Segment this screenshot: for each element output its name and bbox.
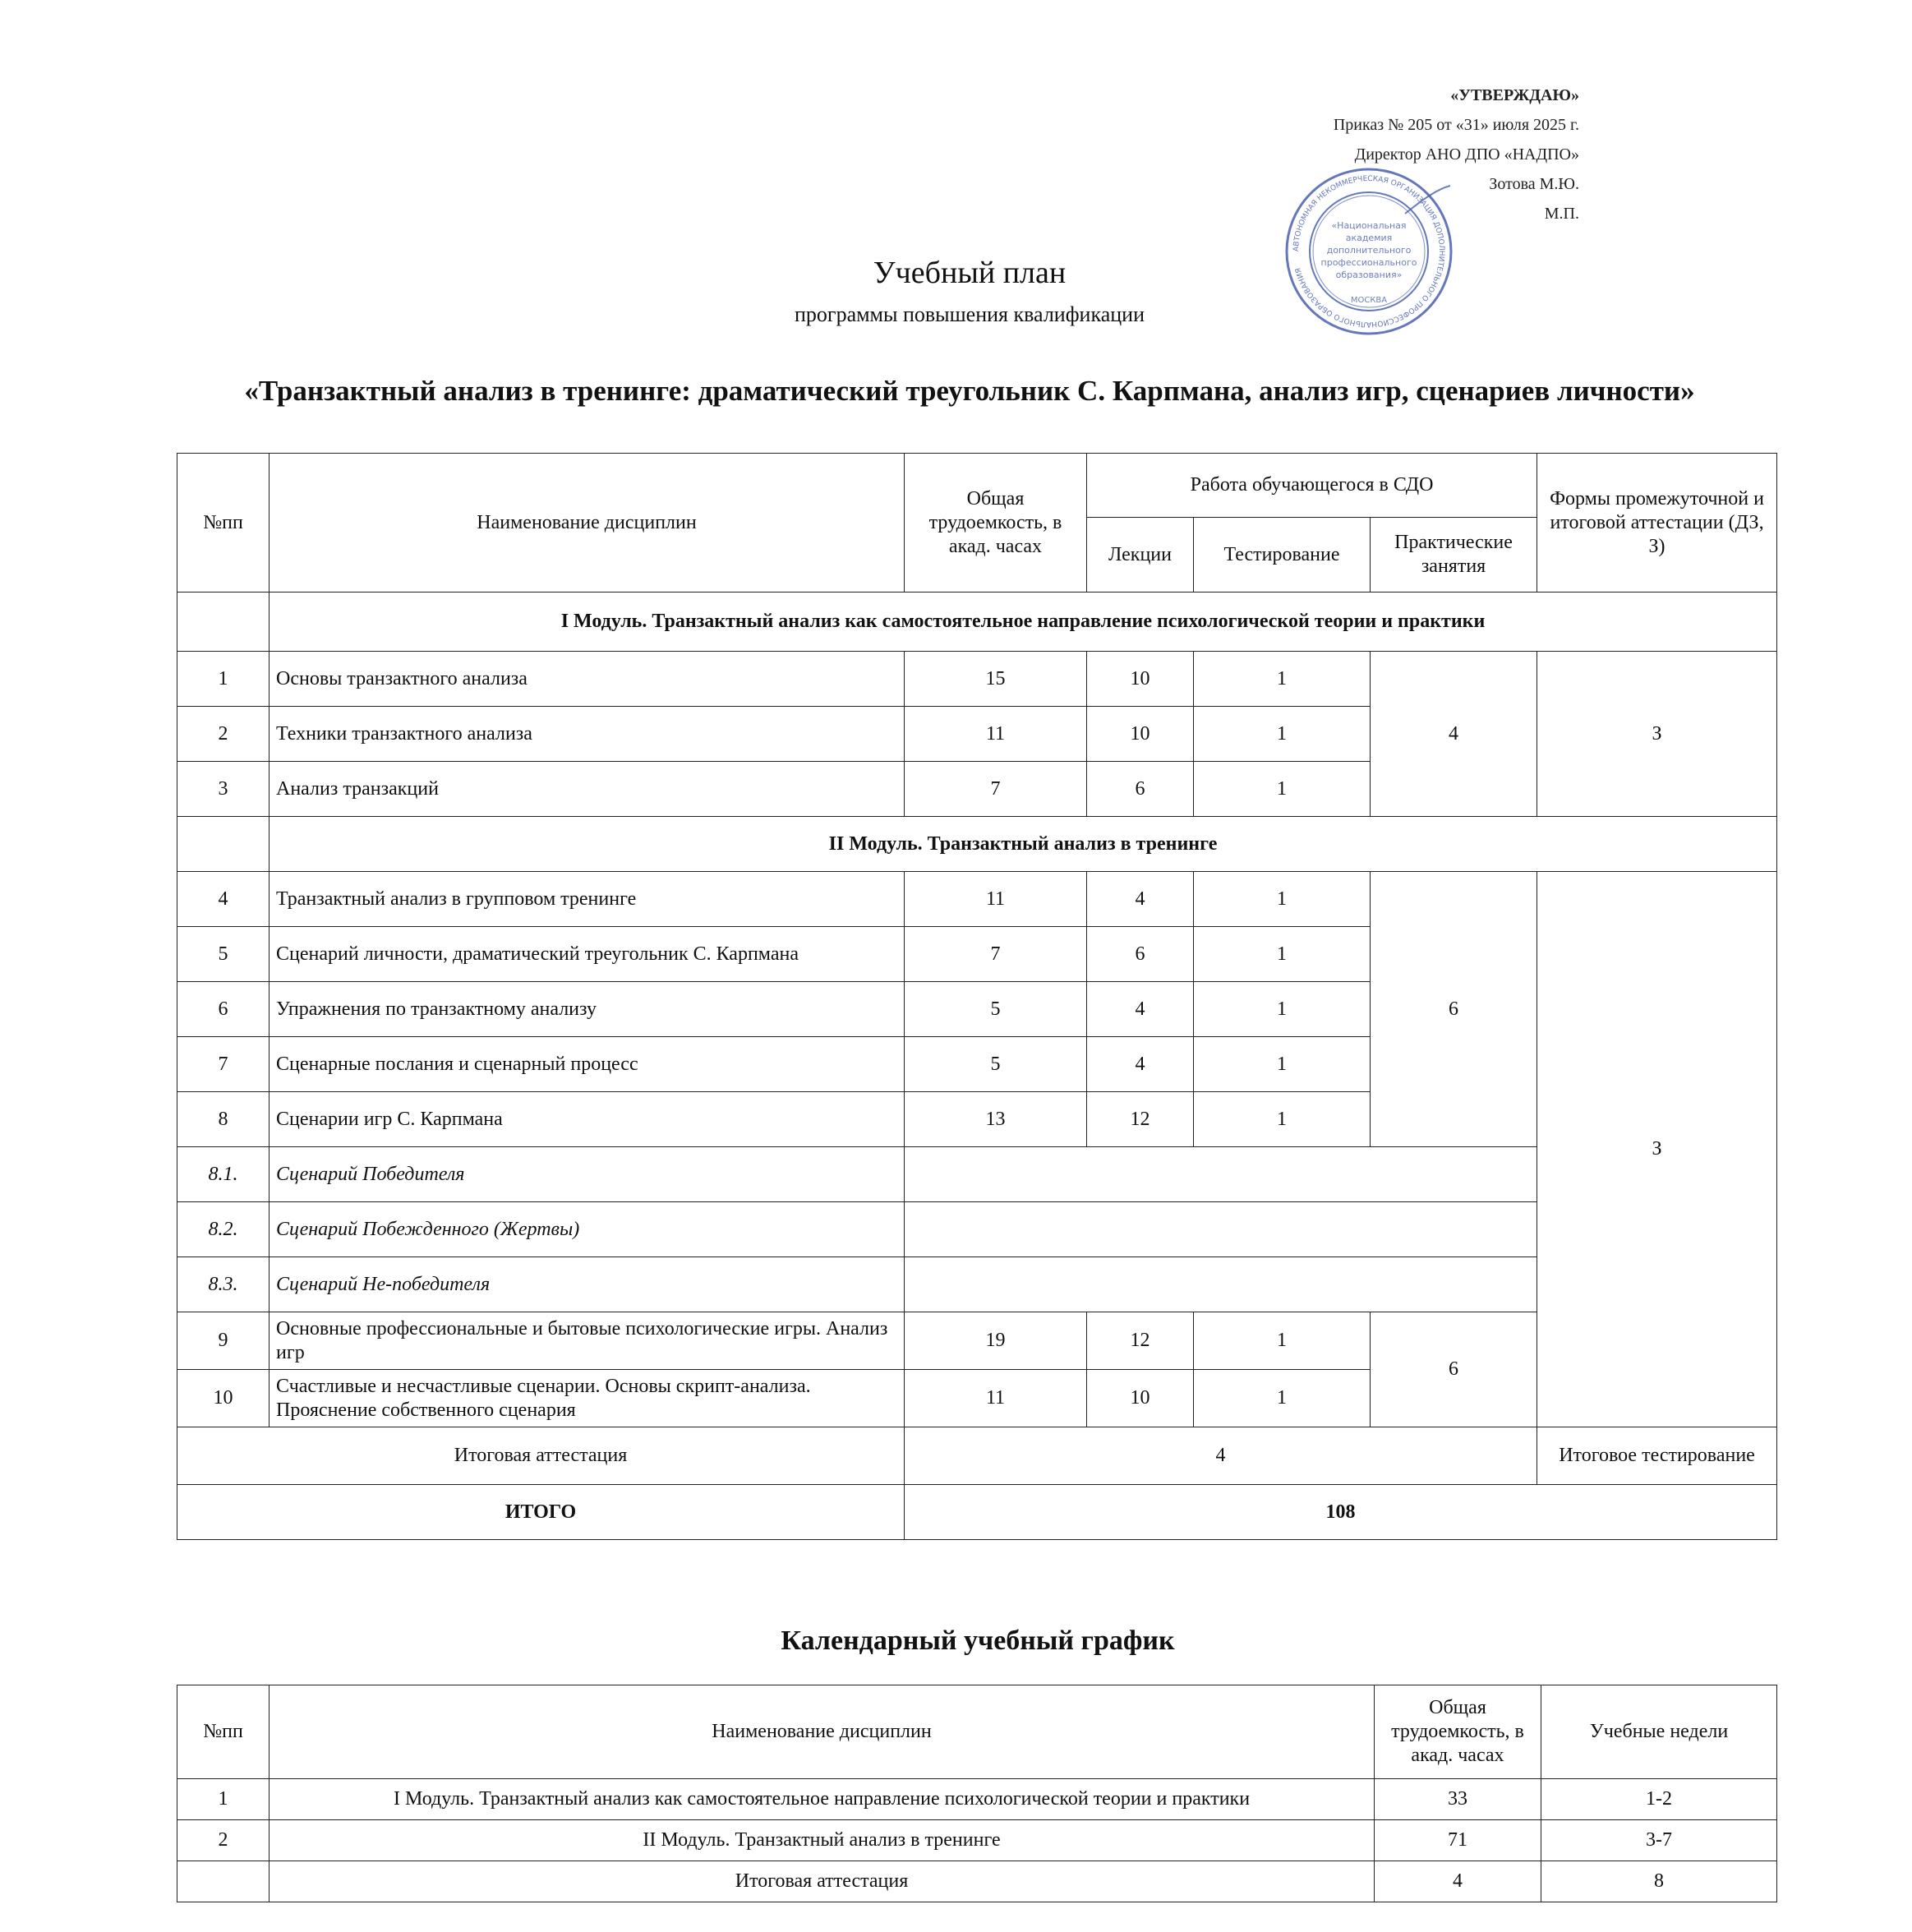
row-num: 2 [177,707,270,762]
row-total: 7 [905,762,1087,817]
row-total: 7 [905,927,1087,982]
row-num: 3 [177,762,270,817]
approval-director: Директор АНО ДПО «НАДПО» [1354,145,1579,164]
final-attestation-row [177,1427,1777,1485]
sub-row-num: 8.1. [177,1147,270,1202]
svg-text:МОСКВА: МОСКВА [1350,296,1388,305]
row-testing: 1 [1194,872,1371,927]
row-lectures: 6 [1087,927,1194,982]
row-name: Сценарии игр С. Карпмана [270,1092,905,1147]
cal-row-weeks: 1-2 [1541,1779,1777,1820]
module-2-title: II Модуль. Транзактный анализ в тренинге [270,817,1777,872]
cal-row-total: 4 [1375,1861,1541,1902]
row-total: 5 [905,1037,1087,1092]
row-lectures: 4 [1087,1037,1194,1092]
row-name: Анализ транзакций [270,762,905,817]
row-testing: 1 [1194,762,1371,817]
row-name: Транзактный анализ в групповом тренинге [270,872,905,927]
sub-row-name: Сценарий Побежденного (Жертвы) [270,1202,905,1257]
col-num-header: №пп [177,454,270,593]
row-lectures: 4 [1087,982,1194,1037]
row-num: 9 [177,1312,270,1370]
calendar-title: Календарный учебный график [781,1625,1175,1656]
row-name: Сценарные послания и сценарный процесс [270,1037,905,1092]
row-total: 11 [905,872,1087,927]
sub-row [177,1202,1777,1257]
col-forms-header: Формы промежуточной и итоговой аттестации (ДЗ, З) [1537,454,1777,593]
page-subtitle: программы повышения квалификации [794,302,1145,326]
cal-row-num [177,1861,270,1902]
program-title: «Транзактный анализ в тренинге: драматический треугольник С. Карпмана, анализ игр, сценариев личности» [244,375,1695,407]
row-name: Техники транзактного анализа [270,707,905,762]
row-lectures: 10 [1087,652,1194,707]
cal-row-num: 1 [177,1779,270,1820]
module-row [177,593,1777,652]
row-testing: 1 [1194,982,1371,1037]
cal-col-name-header: Наименование дисциплин [270,1685,1375,1779]
col-testing-header: Тестирование [1194,518,1371,593]
row-name: Основные профессиональные и бытовые психологические игры. Анализ игр [270,1312,905,1370]
sub-row-num: 8.3. [177,1257,270,1312]
cal-row-weeks: 8 [1541,1861,1777,1902]
table-row [177,1779,1777,1820]
row-total: 15 [905,652,1087,707]
cal-row-total: 33 [1375,1779,1541,1820]
row-testing: 1 [1194,927,1371,982]
total-row [177,1485,1777,1540]
sub-row-name: Сценарий Не-победителя [270,1257,905,1312]
row-lectures: 6 [1087,762,1194,817]
svg-text:образования»: образования» [1335,270,1403,280]
col-practice-header: Практические занятия [1371,518,1537,593]
cal-row-name: Итоговая аттестация [270,1861,1375,1902]
module-1-practice: 4 [1371,652,1537,817]
row-lectures: 4 [1087,872,1194,927]
svg-text:профессионального: профессионального [1320,257,1417,268]
row-testing: 1 [1194,652,1371,707]
row-testing: 1 [1194,1092,1371,1147]
approval-seal-place: М.П. [1544,205,1579,223]
module-1-forms: З [1537,652,1777,817]
table-row [177,1312,1777,1370]
row-testing: 1 [1194,1037,1371,1092]
approval-order: Приказ № 205 от «31» июля 2025 г. [1333,116,1579,134]
svg-text:АВТОНОМНАЯ НЕКОММЕРЧЕСКАЯ ОРГА: АВТОНОМНАЯ НЕКОММЕРЧЕСКАЯ ОРГАНИЗАЦИЯ ДОПОЛНИТЕЛЬНОГО ПРОФЕССИОНАЛЬНОГО ОБРАЗОВАНИЯ [1292,174,1446,329]
module-2-practice-a: 6 [1371,872,1537,1147]
row-num: 10 [177,1370,270,1427]
row-name: Сценарий личности, драматический треугольник С. Карпмана [270,927,905,982]
table-row [177,1820,1777,1861]
row-name: Упражнения по транзактному анализу [270,982,905,1037]
row-num: 8 [177,1092,270,1147]
final-attestation-label: Итоговая аттестация [177,1427,905,1485]
module-row [177,817,1777,872]
module-2-practice-b: 6 [1371,1312,1537,1427]
sub-row [177,1147,1777,1202]
row-lectures: 12 [1087,1312,1194,1370]
cal-col-total-header: Общая трудоемкость, в акад. часах [1375,1685,1541,1779]
module-1-title: I Модуль. Транзактный анализ как самостоятельное направление психологической теории и практики [270,593,1777,652]
svg-text:академия: академия [1345,233,1393,243]
row-testing: 1 [1194,1370,1371,1427]
module-2-forms: З [1537,872,1777,1427]
row-name: Счастливые и несчастливые сценарии. Основы скрипт-анализа. Прояснение собственного сценария [270,1370,905,1427]
row-lectures: 12 [1087,1092,1194,1147]
total-label: ИТОГО [177,1485,905,1540]
row-testing: 1 [1194,1312,1371,1370]
row-num: 7 [177,1037,270,1092]
table-row [177,1861,1777,1902]
table-row [177,872,1777,927]
row-total: 19 [905,1312,1087,1370]
col-lectures-header: Лекции [1087,518,1194,593]
row-lectures: 10 [1087,1370,1194,1427]
curriculum-plan-table [177,453,1777,1540]
row-num: 6 [177,982,270,1037]
row-lectures: 10 [1087,707,1194,762]
col-name-header: Наименование дисциплин [270,454,905,593]
row-total: 11 [905,1370,1087,1427]
page-title: Учебный план [873,256,1067,290]
row-total: 5 [905,982,1087,1037]
cal-row-name: I Модуль. Транзактный анализ как самостоятельное направление психологической теории и практики [270,1779,1375,1820]
row-total: 11 [905,707,1087,762]
row-num: 5 [177,927,270,982]
sub-row-num: 8.2. [177,1202,270,1257]
col-total-header: Общая трудоемкость, в акад. часах [905,454,1087,593]
row-name: Основы транзактного анализа [270,652,905,707]
table-row [177,652,1777,707]
col-work-header: Работа обучающегося в СДО [1087,454,1537,518]
svg-text:дополнительного: дополнительного [1326,245,1412,256]
row-num: 1 [177,652,270,707]
row-total: 13 [905,1092,1087,1147]
row-testing: 1 [1194,707,1371,762]
cal-col-num-header: №пп [177,1685,270,1779]
cal-row-total: 71 [1375,1820,1541,1861]
cal-row-weeks: 3-7 [1541,1820,1777,1861]
sub-row [177,1257,1777,1312]
approval-name: Зотова М.Ю. [1489,175,1579,193]
cal-row-name: II Модуль. Транзактный анализ в тренинге [270,1820,1375,1861]
total-hours: 108 [905,1485,1777,1540]
final-attestation-hours: 4 [905,1427,1537,1485]
sub-row-name: Сценарий Победителя [270,1147,905,1202]
svg-text:«Национальная: «Национальная [1331,220,1407,231]
approval-title: «УТВЕРЖДАЮ» [1450,86,1579,104]
final-attestation-form: Итоговое тестирование [1537,1427,1777,1485]
cal-col-weeks-header: Учебные недели [1541,1685,1777,1779]
row-num: 4 [177,872,270,927]
calendar-schedule-table [177,1685,1777,1902]
cal-row-num: 2 [177,1820,270,1861]
